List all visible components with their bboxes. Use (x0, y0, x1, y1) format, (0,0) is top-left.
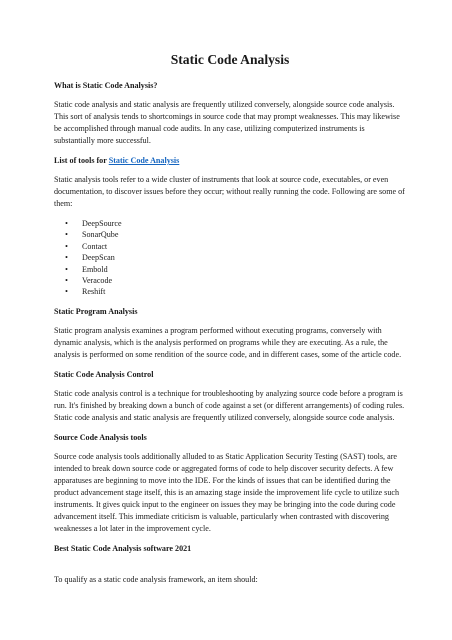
list-item: • Veracode (54, 275, 406, 286)
paragraph-what-is: Static code analysis and static analysis are frequently utilized conversely, alongside source code analysis. This sort of analysis tends to shortcomings in source code that may prompt weaknesses. This may likewise be accomplished through manual code audits. In any case, utilizing computerized instruments is substantially more successful. (54, 100, 400, 145)
heading-static-program-analysis: Static Program Analysis (54, 306, 138, 316)
spacer (54, 562, 406, 574)
heading-analysis-control: Static Code Analysis Control (54, 369, 154, 379)
paragraph-tools-intro: Static analysis tools refer to a wide cluster of instruments that look at source code, executables, or even documentation, to discover issues before they occur; without really running the code. Following are some of them: (54, 175, 405, 208)
list-item: • DeepSource (54, 218, 406, 229)
list-item: • Embold (54, 264, 406, 275)
heading-what-is: What is Static Code Analysis? (54, 81, 158, 90)
heading-list-of-tools (54, 155, 406, 166)
page-title: Static Code Analysis (170, 52, 290, 67)
list-item: • Reshift (54, 286, 406, 297)
tools-list (54, 218, 406, 298)
paragraph-static-program-analysis: Static program analysis examines a program performed without executing programs, conversely with dynamic analysis, which is the analysis performed on programs while they are executing. As a rule, the analysis is performed on some rendition of the source code, and in different cases, some of the article code. (54, 325, 402, 359)
list-item: • SonarQube (54, 229, 406, 240)
paragraph-qualify: To qualify as a static code analysis framework, an item should: (54, 574, 258, 584)
document-page (54, 52, 406, 594)
list-item: • Contact (54, 241, 406, 252)
heading-list-prefix: List of tools for (54, 156, 109, 165)
list-item: • DeepScan (54, 252, 406, 263)
heading-best-software-2021: Best Static Code Analysis software 2021 (54, 543, 192, 553)
heading-source-code-tools: Source Code Analysis tools (54, 432, 147, 442)
paragraph-analysis-control: Static code analysis control is a technique for troubleshooting by analyzing source code before a program is run. It's finished by breaking down a bunch of code against a set (or different arrangements) of coding rules. Static code analysis and static analysis are frequently utilized conversely, alongside source code analysis. (54, 388, 405, 422)
paragraph-source-code-tools: Source code analysis tools additionally alluded to as Static Application Security Testing (SAST) tools, are intended to break down source code or aggregated forms of code to help discover security defects. A few apparatuses are beginning to move into the IDE. For the kinds of issues that can be identified during the product advancement stage itself, this is an amazing stage inside the improvement life cycle to utilize such instruments. It gives quick input to the engineer on issues they may be bringing into the code during code advancement itself. This immediate criticism is valuable, particularly when contrasted with discovering weaknesses a lot later in the improvement cycle. (54, 451, 400, 533)
static-code-analysis-link[interactable]: Static Code Analysis (108, 156, 180, 165)
